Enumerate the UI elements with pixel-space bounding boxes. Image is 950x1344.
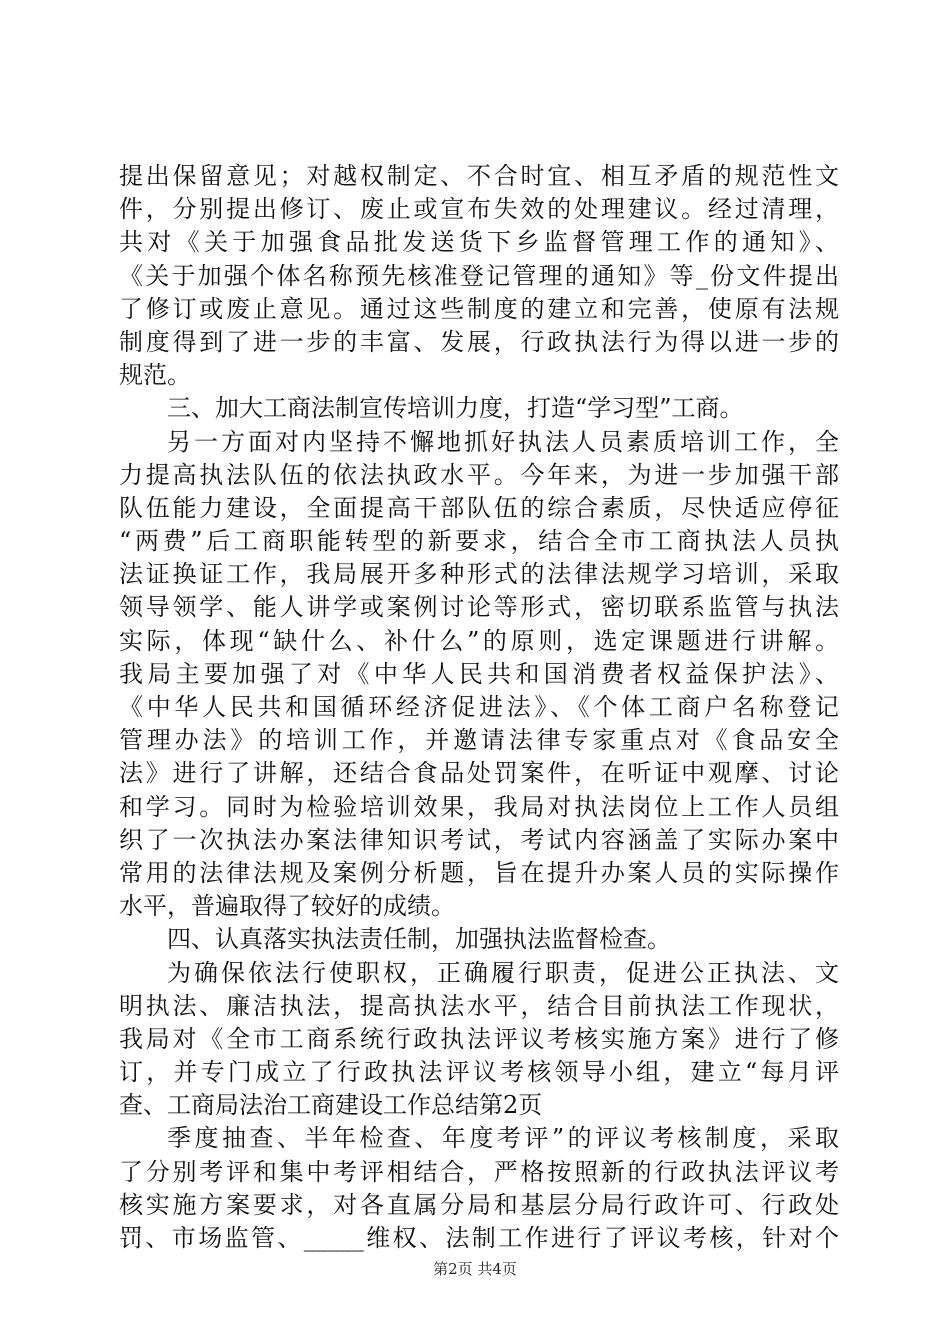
text-line: “两费”后工商职能转型的新要求，结合全市工商执法人员执 xyxy=(119,527,839,556)
text-line: 力提高执法队伍的依法执政水平。今年来，为进一步加强干部 xyxy=(119,460,839,489)
text-line: 和学习。同时为检验培训效果，我局对执法岗位上工作人员组 xyxy=(119,792,839,821)
text-line: 实际，体现“缺什么、补什么”的原则，选定课题进行讲解。 xyxy=(119,626,839,655)
text-line: 队伍能力建设，全面提高干部队伍的综合素质，尽快适应停征 xyxy=(119,493,839,522)
text-line: 核实施方案要求，对各直属分局和基层分局行政许可、行政处 xyxy=(119,1190,839,1219)
text-line: 件，分别提出修订、废止或宣布失效的处理建议。经过清理， xyxy=(119,195,839,224)
text-line: 法证换证工作，我局展开多种形式的法律法规学习培训，采取 xyxy=(119,560,839,589)
text-line: 常用的法律法规及案例分析题，旨在提升办案人员的实际操作 xyxy=(119,858,839,887)
text-line: 为确保依法行使职权，正确履行职责，促进公正执法、文 xyxy=(167,958,839,987)
text-line: 我局对《全市工商系统行政执法评议考核实施方案》进行了修 xyxy=(119,1024,839,1053)
text-line: 另一方面对内坚持不懈地抓好执法人员素质培训工作，全 xyxy=(167,427,839,456)
text-line: 水平，普遍取得了较好的成绩。 xyxy=(119,892,455,921)
text-line: 领导领学、能人讲学或案例讨论等形式，密切联系监管与执法 xyxy=(119,593,839,622)
text-line: 提出保留意见；对越权制定、不合时宜、相互矛盾的规范性文 xyxy=(119,162,839,190)
text-line: 管理办法》的培训工作，并邀请法律专家重点对《食品安全 xyxy=(119,726,839,755)
text-line: 《中华人民共和国循环经济促进法》、《个体工商户名称登记 xyxy=(119,693,839,721)
text-line: 我局主要加强了对《中华人民共和国消费者权益保护法》、 xyxy=(119,659,839,688)
text-line: 订，并专门成立了行政执法评议考核领导小组，建立“每月评 xyxy=(119,1058,839,1087)
text-line: 织了一次执法办案法律知识考试，考试内容涵盖了实际办案中 xyxy=(119,825,839,854)
text-line: 制度得到了进一步的丰富、发展，行政执法行为得以进一步的 xyxy=(119,327,839,356)
text-line: 共对《关于加强食品批发送货下乡监督管理工作的通知》、 xyxy=(119,228,839,257)
document-body xyxy=(119,160,839,1255)
text-line: 了分别考评和集中考评相结合，严格按照新的行政执法评议考 xyxy=(119,1157,839,1186)
text-line: 规范。 xyxy=(119,361,191,390)
text-line: 《关于加强个体名称预先核准登记管理的通知》等_份文件提出 xyxy=(119,261,839,290)
text-line: 季度抽查、半年检查、年度考评”的评议考核制度，采取 xyxy=(167,1124,839,1153)
text-line: 明执法、廉洁执法，提高执法水平，结合目前执法工作现状， xyxy=(119,991,839,1020)
text-line: 了修订或废止意见。通过这些制度的建立和完善，使原有法规 xyxy=(119,294,839,323)
text-line: 四、认真落实执法责任制，加强执法监督检查。 xyxy=(167,925,671,954)
text-line: 查、工商局法治工商建设工作总结第2页 xyxy=(119,1091,543,1120)
text-line: 三、加大工商法制宣传培训力度，打造“学习型”工商。 xyxy=(167,394,744,423)
page-footer: 第2页 共4页 xyxy=(433,1260,517,1278)
text-line: 罚、市场监管、_____维权、法制工作进行了评议考核，针对个 xyxy=(119,1224,839,1252)
text-line: 法》进行了讲解，还结合食品处罚案件，在听证中观摩、讨论 xyxy=(119,759,839,788)
